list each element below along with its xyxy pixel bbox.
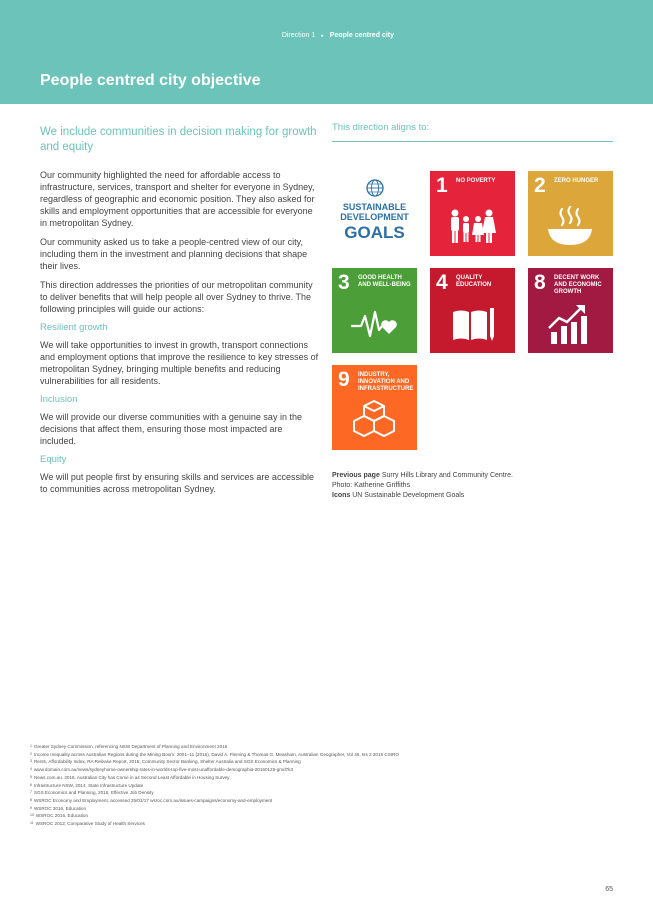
growth-chart-icon — [545, 302, 595, 346]
family-icon — [447, 205, 497, 249]
lead-statement: We include communities in decision making for growth and equity — [40, 126, 317, 153]
footnote: $^2$ Income Inequality across Australian Regions during the Mining Boom: 2001–11 (2015), David A. Fleming & Thomas G. Measham, Australian Geographer, Vol 46, Iss 2 2015 CSIRO — [30, 751, 399, 757]
principle-text: We will provide our diverse communities with a genuine say in the decisions that affect them, ensuring those most impacted are included. — [40, 412, 302, 446]
principle-text: We will put people first by ensuring skills and services are accessible to communities across metropolitan Sydney. — [40, 472, 314, 494]
goal-number: 8 — [534, 271, 546, 294]
cubes-icon — [349, 399, 399, 443]
sdg-tile-good-health — [332, 268, 417, 353]
footnote: $^3$ Rents, Affordability Index, RA Release Report, 2015; Community Sector Banking, Shelter Australia and SGS Economics & Planning — [30, 759, 301, 765]
body-paragraph: Our community highlighted the need for affordable access to infrastructure, services, transport and shelter for everyone in Sydney, regardless of geographic and economic position. They also asked for skills and employment opportunities that are accessible for everyone in metropolitan Sydney. — [40, 170, 315, 228]
footnote: $^6$ Infrastructure NSW, 2014, State Infrastructure Update — [30, 782, 144, 788]
breadcrumb-direction[interactable]: Direction 1 — [281, 32, 316, 39]
page-title: People centred city objective — [40, 72, 261, 89]
body-paragraph: Our community asked us to take a people-centred view of our city, including them in the investment and planning decisions that shape their lives. — [40, 237, 308, 271]
breadcrumb-separator-icon: ▸ — [321, 33, 324, 39]
sdg-logo-text: SUSTAINABLE DEVELOPMENT — [340, 202, 409, 222]
principle-heading: Inclusion — [40, 394, 78, 405]
sdg-logo-goals: GOALS — [344, 223, 405, 242]
sdg-logo — [332, 171, 417, 256]
caption-text: UN Sustainable Development Goals — [352, 492, 465, 499]
sdg-tile-quality-education — [430, 268, 515, 353]
footnote: $^1$ Greater Sydney Commission, referencing NSW Department of Planning and Environment 2016 — [30, 744, 228, 749]
un-globe-icon — [365, 178, 385, 198]
header-banner — [0, 0, 653, 104]
principle-heading: Equity — [40, 454, 67, 465]
caption-label: Previous page — [332, 472, 380, 479]
breadcrumb — [282, 32, 394, 39]
sdg-tile-no-poverty — [430, 171, 515, 256]
sidebar-heading-area — [332, 122, 613, 142]
sdg-tile-industry-innovation — [332, 365, 417, 450]
goal-number: 2 — [534, 174, 546, 197]
sdg-tile-zero-hunger — [528, 171, 613, 256]
breadcrumb-current[interactable]: People centred city — [329, 32, 394, 39]
photo-caption — [332, 471, 532, 501]
footnote: $^{10}$ WSROC 2016, Education — [30, 813, 88, 819]
goal-number: 4 — [436, 271, 448, 294]
footnote: $^{11}$ WSROC 2012, Comparative Study of Health Services — [30, 821, 145, 827]
footnote: $^7$ SGS Economics and Planning, 2015, Effective Job Density — [30, 790, 154, 796]
principle-heading: Resilient growth — [40, 322, 108, 333]
goal-name: ZERO HUNGER — [554, 178, 599, 184]
footnote: $^9$ WSROC 2016, Education — [30, 805, 87, 811]
goal-name: DECENT WORK AND ECONOMIC GROWTH — [554, 275, 602, 295]
goal-number: 9 — [338, 368, 350, 391]
footnote: $^5$ News.com.au, 2016, Australian City has Come in as Second Least Affordable in Housing Survey — [30, 774, 230, 780]
goal-number: 1 — [436, 174, 448, 197]
body-paragraph: This direction addresses the priorities of our metropolitan community to deliver benefits that will help people all over Sydney to thrive. The following principles will guide our actions: — [40, 280, 313, 314]
principle-text: We will take opportunities to invest in growth, transport connections and employment options that improve the resilience to key stresses of metropolitan Sydney, bringing multiple benefits and reducing vulnerabilities for all residents. — [40, 340, 319, 386]
goal-name: GOOD HEALTH AND WELL-BEING — [358, 275, 411, 288]
caption-text: Surry Hills Library and Community Centre. Photo: Katherine Griffiths — [332, 472, 513, 489]
footnote: $^8$ WSROC Economy and Employment, accessed 25/01/17 wsroc.com.au/issues-campaigns/economy-and-employment — [30, 797, 273, 803]
footnotes — [30, 743, 400, 828]
heartbeat-icon — [349, 302, 399, 346]
page-number: 65 — [605, 886, 613, 893]
main-column — [40, 125, 320, 502]
food-bowl-icon — [545, 205, 595, 249]
goal-number: 3 — [338, 271, 350, 294]
goal-name: QUALITY EDUCATION — [456, 275, 492, 288]
book-pencil-icon — [447, 302, 497, 346]
caption-label: Icons — [332, 492, 351, 499]
goal-name: NO POVERTY — [456, 178, 496, 184]
footnote: $^4$ www.domain.com.au/news/sydneyhome-ownership-rates-in-worlds-top-five-most-unaffordable-demographia-20160125-gmd7k3 — [30, 767, 294, 773]
goal-name: INDUSTRY, INNOVATION AND INFRASTRUCTURE — [358, 372, 414, 392]
aligns-heading: This direction aligns to: — [332, 122, 613, 142]
sdg-tile-decent-work — [528, 268, 613, 353]
